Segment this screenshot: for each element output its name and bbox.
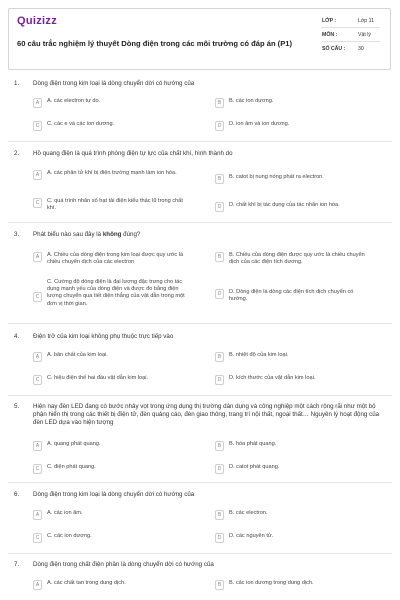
option-letter-box: B bbox=[215, 98, 224, 108]
option-letter-box: A bbox=[33, 98, 42, 108]
question-divider bbox=[8, 141, 392, 142]
option-letter-box: C bbox=[33, 198, 42, 208]
option-letter-box: A bbox=[33, 441, 42, 451]
question-number: 3. bbox=[14, 231, 20, 238]
option-letter-box: C bbox=[33, 533, 42, 543]
question-divider bbox=[8, 553, 392, 554]
question-divider bbox=[8, 323, 392, 324]
question-number: 2. bbox=[14, 150, 20, 157]
option-letter-box: C bbox=[33, 121, 42, 131]
option-letter-box: D bbox=[215, 533, 224, 543]
meta-subject-value: Vật lý bbox=[358, 32, 371, 38]
question-text: Dòng điện trong kim loại là dòng chuyển dời có hướng của bbox=[33, 491, 195, 498]
option-text: C. Cường độ dòng điện là đại lượng đặc trưng cho tác dụng mạnh yếu của dòng điện và được đo bằng điện lượng chuyển qua tiết diện thẳng của vật dẫn trong một đơn vị thời gian. bbox=[47, 279, 185, 307]
meta-divider bbox=[322, 41, 380, 42]
option-text: A. các chất tan trong dung dịch. bbox=[47, 580, 126, 586]
option-text: B. Chiều của dòng điện được quy ước là chiều chuyển dịch của các điện tích dương. bbox=[229, 252, 365, 266]
option-text: A. các phân tử khí bị điện trường mạnh làm ion hóa. bbox=[47, 170, 177, 176]
option-letter-box: B bbox=[215, 352, 224, 362]
question-text: Điện trở của kim loại không phụ thuộc trực tiếp vào bbox=[33, 333, 174, 340]
question-text: Hồ quang điện là quá trình phóng điện tự lực của chất khí, hình thành do bbox=[33, 150, 233, 157]
option-letter-box: A bbox=[33, 252, 42, 262]
option-text: D. các nguyên tử. bbox=[229, 533, 274, 539]
meta-count-value: 30 bbox=[358, 46, 364, 52]
option-letter-box: C bbox=[33, 464, 42, 474]
worksheet-title: 60 câu trắc nghiệm lý thuyết Dòng điện trong các môi trường có đáp án (P1) bbox=[17, 39, 293, 48]
option-letter-box: A bbox=[33, 170, 42, 180]
option-letter-box: D bbox=[215, 464, 224, 474]
emphasis-not: không bbox=[102, 231, 122, 238]
option-letter-box: D bbox=[215, 375, 224, 385]
meta-class-value: Lớp 11 bbox=[358, 18, 374, 24]
option-text: C. các ion dương. bbox=[47, 533, 92, 539]
option-text: B. các ion dương. bbox=[229, 98, 274, 104]
option-text: D. kích thước của vật dẫn kim loại. bbox=[229, 375, 316, 381]
question-number: 6. bbox=[14, 491, 20, 498]
option-letter-box: B bbox=[215, 174, 224, 184]
option-text: B. nhiệt độ của kim loại. bbox=[229, 352, 289, 358]
option-text: D. chất khí bị tác dụng của tác nhân ion hóa. bbox=[229, 202, 340, 208]
option-text: A. các electron tự do. bbox=[47, 98, 101, 104]
question-divider bbox=[8, 395, 392, 396]
question-number: 7. bbox=[14, 561, 20, 568]
question-divider bbox=[8, 482, 392, 483]
option-text: C. điện phát quang. bbox=[47, 464, 96, 470]
question-number: 4. bbox=[14, 333, 20, 340]
option-text: B. các electron. bbox=[229, 510, 268, 516]
option-text: A. Chiều của dòng điện trong kim loại được quy ước là chiều chuyển dịch của các electron bbox=[47, 252, 184, 266]
question-number: 5. bbox=[14, 403, 20, 410]
option-letter-box: B bbox=[215, 252, 224, 262]
question-text: Dòng điện trong kim loại là dòng chuyển dời có hướng của bbox=[33, 80, 195, 87]
option-letter-box: C bbox=[33, 375, 42, 385]
option-text: D. Dòng điện là dòng các điện tích dịch chuyển có hướng. bbox=[229, 289, 354, 303]
option-letter-box: D bbox=[215, 121, 224, 131]
option-text: B. hóa phát quang. bbox=[229, 441, 277, 447]
option-letter-box: D bbox=[215, 202, 224, 212]
option-letter-box: A bbox=[33, 580, 42, 590]
option-letter-box: B bbox=[215, 510, 224, 520]
option-letter-box: C bbox=[33, 292, 42, 302]
option-text: B. catot bị nung nóng phát ra electron. bbox=[229, 174, 324, 180]
option-text: A. bản chất của kim loại. bbox=[47, 352, 108, 358]
option-letter-box: A bbox=[33, 510, 42, 520]
option-letter-box: B bbox=[215, 580, 224, 590]
meta-class-label: LỚP : bbox=[322, 18, 337, 24]
option-letter-box: D bbox=[215, 289, 224, 299]
option-text: B. các ion dương trong dung dịch. bbox=[229, 580, 314, 586]
option-text: D. catot phát quang. bbox=[229, 464, 280, 470]
question-number: 1. bbox=[14, 80, 20, 87]
option-text: C. các e và các ion dương. bbox=[47, 121, 115, 127]
quizizz-logo: Quizizz bbox=[17, 15, 57, 27]
meta-count-label: SỐ CÂU : bbox=[322, 46, 346, 52]
option-text: C. hiệu điện thế hai đầu vật dẫn kim loại. bbox=[47, 375, 149, 381]
option-text: C. quá trình nhân số hạt tải điện kiểu thác lũ trong chất khí. bbox=[47, 198, 183, 212]
question-divider bbox=[8, 222, 392, 223]
option-text: D. ion âm và ion dương. bbox=[229, 121, 290, 127]
option-text: A. quang phát quang. bbox=[47, 441, 101, 447]
question-text: Dòng điện trong chất điện phân là dòng chuyển dời có hướng của bbox=[33, 561, 214, 568]
option-letter-box: A bbox=[33, 352, 42, 362]
option-letter-box: B bbox=[215, 441, 224, 451]
meta-divider bbox=[322, 27, 380, 28]
meta-subject-label: MÔN : bbox=[322, 32, 338, 38]
question-text: Phát biểu nào sau đây là không đúng? bbox=[33, 231, 141, 238]
option-text: A. các ion âm. bbox=[47, 510, 83, 516]
question-text: Hiện nay đèn LED đang có bước nhảy vọt trong ứng dụng thị trường dân dụng và công nghiệp một cách rộng rãi như một bộ phận hiển thị trong các thiết bị điện tử, đèn quảng cáo, đèn giao thông, trang trí nội thất, ngoại thất… Nguyên lý hoạt động của đèn LED dựa vào hiện tượng bbox=[33, 403, 380, 426]
